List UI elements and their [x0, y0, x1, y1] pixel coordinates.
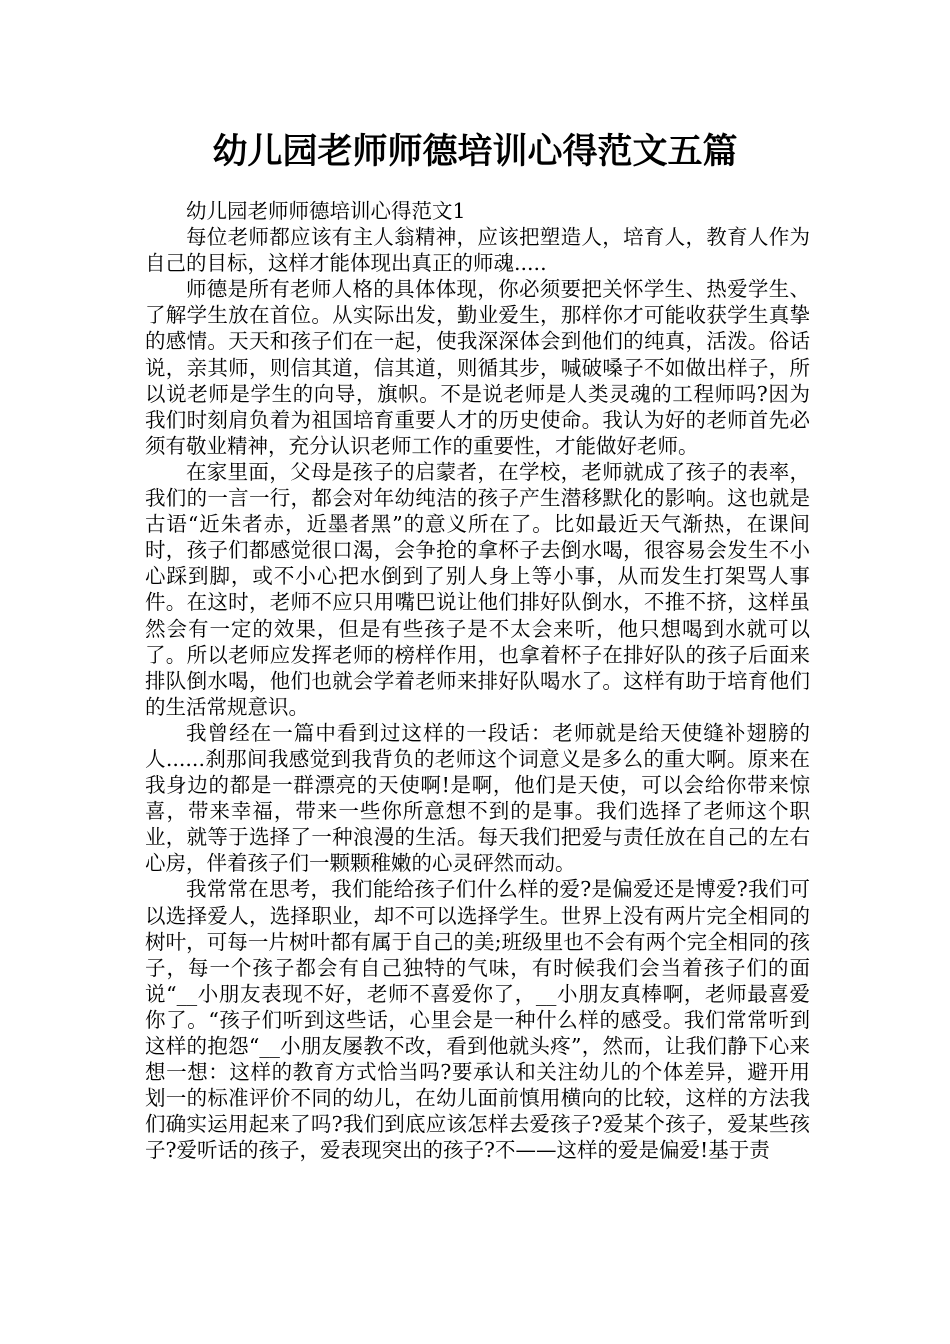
paragraph-2: 师德是所有老师人格的具体体现，你必须要把关怀学生、热爱学生、了解学生放在首位。从实际出发，勤业爱生，那样你才可能收获学生真挚的感情。天天和孩子们在一起，使我深深体会到他们的纯真，活泼。俗话说，亲其师，则信其道，信其道，则循其步，喊破嗓子不如做出样子，所以说老师是学生的向导，旗帜。不是说老师是人类灵魂的工程师吗?因为我们时刻肩负着为祖国培育重要人才的历史使命。我认为好的老师首先必须有敬业精神，充分认识老师工作的重要性，才能做好老师。 [145, 277, 810, 458]
paragraph-5: 我常常在思考，我们能给孩子们什么样的爱?是偏爱还是博爱?我们可以选择爱人，选择职业，却不可以选择学生。世界上没有两片完全相同的树叶，可每一片树叶都有属于自己的美;班级里也不会有两个完全相同的孩子，每一个孩子都会有自己独特的气味，有时候我们会当着孩子们的面说“__小朋友表现不好，老师不喜爱你了，__小朋友真棒啊，老师最喜爱你了。“孩子们听到这些话，心里会是一种什么样的感受。我们常常听到这样的抱怨“__小朋友屡教不改，看到他就头疼”，然而，让我们静下心来想一想：这样的教育方式恰当吗?要承认和关注幼儿的个体差异，避开用划一的标准评价不同的幼儿，在幼儿面前慎用横向的比较，这样的方法我们确实运用起来了吗?我们到底应该怎样去爱孩子?爱某个孩子，爱某些孩子?爱听话的孩子，爱表现突出的孩子?不——这样的爱是偏爱!基于责 [145, 877, 810, 1163]
paragraph-3: 在家里面，父母是孩子的启蒙者，在学校，老师就成了孩子的表率，我们的一言一行，都会对年幼纯洁的孩子产生潜移默化的影响。这也就是古语“近朱者赤，近墨者黑”的意义所在了。比如最近天气渐热，在课间时，孩子们都感觉很口渴，会争抢的拿杯子去倒水喝，很容易会发生不小心踩到脚，或不小心把水倒到了别人身上等小事，从而发生打架骂人事件。在这时，老师不应只用嘴巴说让他们排好队倒水，不推不挤，这样虽然会有一定的效果，但是有些孩子是不太会来听，他只想喝到水就可以了。所以老师应发挥老师的榜样作用，也拿着杯子在排好队的孩子后面来排队倒水喝，他们也就会学着老师来排好队喝水了。这样有助于培育他们的生活常规意识。 [145, 459, 810, 719]
section-heading: 幼儿园老师师德培训心得范文1 [186, 199, 466, 223]
paragraph-1: 每位老师都应该有主人翁精神，应该把塑造人，培育人，教育人作为自己的目标，这样才能体现出真正的师魂..... [145, 225, 810, 276]
document-title: 幼儿园老师师德培训心得范文五篇 [212, 132, 738, 172]
paragraph-4: 我曾经在一篇中看到过这样的一段话：老师就是给天使缝补翅膀的人......刹那间我感觉到我背负的老师这个词意义是多么的重大啊。原来在我身边的都是一群漂亮的天使啊!是啊，他们是天使，可以会给你带来惊喜，带来幸福，带来一些你所意想不到的是事。我们选择了老师这个职业，就等于选择了一种浪漫的生活。每天我们把爱与责任放在自己的左右心房，伴着孩子们一颗颗稚嫩的心灵砰然而动。 [145, 720, 810, 876]
document-body [145, 198, 810, 1163]
